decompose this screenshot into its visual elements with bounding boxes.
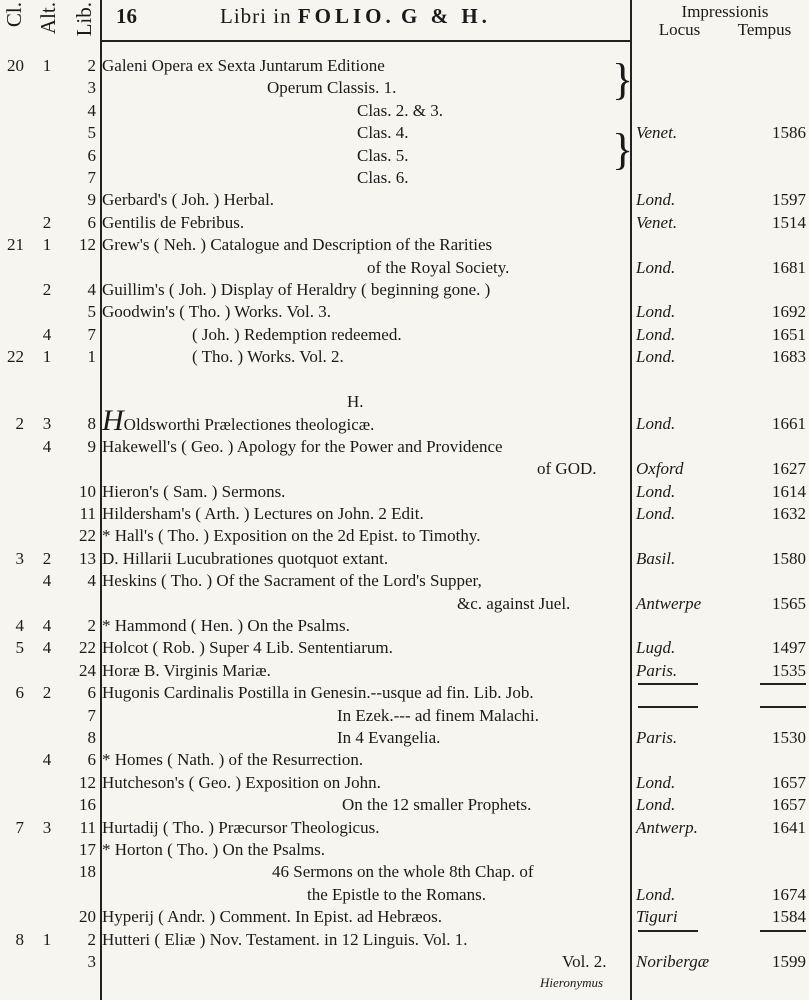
table-row: [0, 549, 809, 571]
book-number: 8: [87, 728, 96, 747]
entry-text: [457, 594, 570, 614]
table-row: [0, 302, 809, 324]
year-of-printing: 1586: [772, 123, 806, 143]
book-number: 5: [87, 302, 96, 322]
table-row: [0, 347, 809, 369]
book-number: 20: [79, 907, 96, 927]
entry-title: On the 12 smaller Prophets.: [342, 795, 532, 815]
place-of-printing: Lond.: [636, 257, 676, 277]
year-of-printing: 1514: [772, 212, 806, 232]
entry-text: [367, 258, 509, 278]
table-row: [0, 930, 809, 952]
table-row: [0, 840, 809, 862]
table-row: [0, 280, 809, 302]
entry-text: [357, 146, 408, 166]
book-number: 18: [79, 862, 96, 882]
place-of-printing: Lond.: [636, 324, 676, 344]
entry-title: Clas. 4.: [357, 123, 409, 143]
impressionis-header: [640, 3, 809, 39]
table-row: [0, 773, 809, 795]
entry-title: * Hammond ( Hen. ) On the Psalms.: [102, 616, 350, 635]
year-of-printing: 1565: [772, 593, 806, 613]
entry-title: Clas. 2. & 3.: [357, 100, 443, 120]
entry-text: [102, 750, 363, 770]
brace-bottom: }: [612, 125, 634, 174]
entry-title: Hildersham's ( Arth. ) Lectures on John. 2 Edit.: [102, 504, 424, 523]
book-number: 2: [87, 616, 96, 635]
entry-title: ( Tho. ) Works. Vol. 2.: [192, 347, 344, 367]
book-number: 2: [87, 929, 96, 949]
place-of-printing: Lond.: [636, 190, 676, 210]
entry-text: [102, 213, 244, 233]
entry-title: of the Royal Society.: [367, 257, 510, 277]
table-row: [0, 818, 809, 840]
blank-dash: [638, 683, 698, 685]
place-of-printing: Tiguri: [636, 907, 678, 927]
entry-text: [102, 526, 481, 546]
entry-title: Grew's ( Neh. ) Catalogue and Description of the Rarities: [102, 235, 493, 255]
table-row: [0, 325, 809, 347]
col-head-cl: Cl.: [2, 2, 26, 28]
place-of-printing: Paris.: [636, 660, 678, 680]
entry-text: [102, 840, 325, 860]
blank-dash: [760, 683, 806, 685]
shelf-number: 3: [42, 414, 52, 434]
class-number: 22: [7, 347, 24, 367]
class-number: 7: [15, 817, 24, 837]
table-row: [0, 404, 809, 438]
table-row: [0, 56, 809, 78]
entry-text: [342, 795, 531, 815]
place-of-printing: Lond.: [636, 347, 676, 367]
table-row: [0, 482, 809, 504]
table-row: [0, 616, 809, 638]
col-head-alt: Alt.: [36, 2, 60, 35]
year-of-printing: 1692: [772, 302, 806, 322]
book-number: 6: [87, 145, 96, 165]
table-row: [0, 885, 809, 907]
entry-title: of GOD.: [537, 459, 597, 479]
place-of-printing: Lond.: [636, 884, 676, 904]
entry-text: [357, 123, 408, 143]
shelf-number: 2: [42, 683, 52, 703]
entry-text: [102, 190, 274, 210]
entry-title: * Horton ( Tho. ) On the Psalms.: [102, 840, 326, 859]
entry-text: [102, 302, 331, 322]
table-row: [0, 571, 809, 593]
entry-text: [102, 571, 482, 591]
table-row: [0, 213, 809, 235]
book-number: 12: [79, 235, 96, 255]
book-number: 4: [87, 280, 96, 299]
header-rule: [100, 40, 632, 42]
table-row: [0, 168, 809, 190]
entry-title: Hutteri ( Eliæ ) Nov. Testament. in 12 Linguis. Vol. 1.: [102, 929, 468, 949]
book-number: 24: [79, 660, 96, 680]
year-of-printing: 1530: [772, 728, 806, 747]
table-row: [0, 594, 809, 616]
book-number: 10: [79, 481, 96, 501]
book-number: 2: [87, 56, 96, 75]
place-of-printing: Lond.: [636, 504, 676, 523]
entry-text: [102, 818, 379, 838]
place-of-printing: Lond.: [636, 795, 676, 815]
entry-text: [307, 885, 486, 905]
table-row: [0, 526, 809, 548]
table-row: [0, 795, 809, 817]
entry-title: * Homes ( Nath. ) of the Resurrection.: [102, 750, 364, 770]
table-row: [0, 437, 809, 459]
page-number: 16: [116, 4, 137, 28]
book-number: 22: [79, 638, 96, 658]
entry-text: [102, 280, 490, 300]
year-of-printing: 1614: [772, 481, 806, 501]
year-of-printing: 1632: [772, 504, 806, 523]
year-of-printing: 1580: [772, 548, 806, 568]
class-number: 5: [15, 638, 24, 658]
entry-text: [102, 235, 492, 255]
book-number: 9: [87, 436, 96, 456]
shelf-number: 4: [42, 750, 52, 770]
book-number: 3: [87, 952, 96, 971]
table-row: [0, 235, 809, 257]
table-row: [0, 683, 809, 705]
entry-text: [102, 504, 424, 524]
entry-title: Galeni Opera ex Sexta Juntarum Editione: [102, 56, 385, 75]
shelf-number: 1: [42, 235, 52, 255]
place-of-printing: Oxford: [636, 459, 684, 479]
entry-title: Horæ B. Virginis Mariæ.: [102, 660, 271, 680]
entry-text: [357, 101, 443, 121]
locus-tempus-labels: [640, 21, 809, 39]
title-prefix: Libri in: [220, 4, 292, 28]
table-row: [0, 146, 809, 168]
place-of-printing: Lond.: [636, 302, 676, 322]
entry-title: Goodwin's ( Tho. ) Works. Vol. 3.: [102, 302, 332, 322]
book-number: 6: [87, 750, 96, 770]
entry-text: [102, 683, 534, 703]
entry-title: D. Hillarii Lucubrationes quotquot extant.: [102, 548, 389, 568]
blank-dash: [638, 706, 698, 708]
book-number: 6: [87, 212, 96, 232]
book-number: 1: [87, 347, 96, 367]
table-row: [0, 750, 809, 772]
book-number: 4: [87, 100, 96, 120]
entry-title: Clas. 5.: [357, 145, 409, 165]
class-number: 2: [15, 414, 24, 434]
entry-title: Hyperij ( Andr. ) Comment. In Epist. ad Hebræos.: [102, 907, 442, 927]
table-row: [0, 101, 809, 123]
book-number: 11: [79, 504, 96, 523]
place-of-printing: Basil.: [636, 548, 676, 568]
table-row: [0, 706, 809, 728]
shelf-number: 4: [42, 616, 52, 635]
table-row: [0, 370, 809, 392]
place-of-printing: Lond.: [636, 481, 676, 501]
shelf-number: 2: [42, 280, 52, 299]
blank-dash: [760, 930, 806, 932]
year-of-printing: 1681: [772, 257, 806, 277]
year-of-printing: 1584: [772, 907, 806, 927]
entry-title: Hakewell's ( Geo. ) Apology for the Power and Providence: [102, 436, 503, 456]
shelf-number: 3: [42, 817, 52, 837]
book-number: 7: [87, 168, 96, 187]
shelf-number: 4: [42, 571, 52, 591]
book-number: 5: [87, 123, 96, 143]
blank-dash: [638, 930, 698, 932]
entry-text: [192, 325, 402, 345]
table-row: [0, 862, 809, 884]
place-of-printing: Lond.: [636, 772, 676, 792]
impressionis-label: Impressionis: [681, 2, 769, 21]
entry-title: 46 Sermons on the whole 8th Chap. of: [272, 862, 534, 882]
entry-title: Heskins ( Tho. ) Of the Sacrament of the Lord's Supper,: [102, 571, 482, 591]
year-of-printing: 1674: [772, 884, 806, 904]
entry-text: [267, 78, 396, 98]
entry-text: [102, 616, 350, 636]
tempus-label: Tempus: [737, 20, 792, 39]
entry-text: [102, 638, 393, 658]
entry-text: [357, 168, 408, 188]
title-main: FOLIO.: [297, 4, 395, 28]
book-number: 17: [79, 840, 96, 859]
shelf-number: 1: [42, 56, 52, 75]
year-of-printing: 1661: [772, 414, 806, 434]
shelf-number: 4: [42, 436, 52, 456]
entry-title: Oldsworthi Prælectiones theologicæ.: [123, 415, 375, 435]
place-of-printing: Paris.: [636, 728, 678, 747]
book-number: 6: [87, 683, 96, 703]
place-of-printing: Lond.: [636, 414, 676, 434]
drop-capital: H: [102, 404, 124, 438]
book-number: 22: [79, 526, 96, 546]
entry-title: ( Joh. ) Redemption redeemed.: [192, 324, 402, 344]
entry-title: Holcot ( Rob. ) Super 4 Lib. Sententiarum.: [102, 638, 393, 658]
year-of-printing: 1651: [772, 324, 806, 344]
book-number: 13: [79, 548, 96, 568]
year-of-printing: 1641: [772, 817, 806, 837]
entry-text: [102, 773, 381, 793]
place-of-printing: Venet.: [636, 212, 678, 232]
shelf-number: 4: [42, 324, 52, 344]
entry-title: Operum Classis. 1.: [267, 78, 397, 98]
entry-title: Hutcheson's ( Geo. ) Exposition on John.: [102, 772, 381, 792]
table-row: [0, 952, 809, 974]
book-number: 7: [87, 324, 96, 344]
entry-title: Clas. 6.: [357, 168, 409, 187]
place-of-printing: Antwerp.: [636, 817, 698, 837]
year-of-printing: 1535: [772, 660, 806, 680]
table-row: [0, 907, 809, 929]
entry-title: Hurtadij ( Tho. ) Præcursor Theologicus.: [102, 817, 380, 837]
shelf-number: 2: [42, 548, 52, 568]
book-number: 7: [87, 705, 96, 725]
entry-text: [537, 459, 597, 479]
class-number: 8: [15, 929, 24, 949]
entry-title: * Hall's ( Tho. ) Exposition on the 2d Epist. to Timothy.: [102, 526, 481, 546]
book-number: 11: [79, 817, 96, 837]
book-number: 8: [87, 414, 96, 434]
entry-text: [337, 728, 440, 748]
book-number: 9: [87, 190, 96, 210]
year-of-printing: 1597: [772, 190, 806, 210]
year-of-printing: 1627: [772, 459, 806, 479]
place-of-printing: Antwerpe: [636, 593, 702, 613]
class-number: 4: [15, 616, 24, 635]
book-number: 16: [79, 795, 96, 815]
table-row: [0, 123, 809, 145]
footer-note: Hieronymus: [540, 975, 604, 990]
shelf-number: 1: [42, 347, 52, 367]
book-number: 12: [79, 772, 96, 792]
table-row: [0, 78, 809, 100]
shelf-number: 2: [42, 212, 52, 232]
entry-text: [102, 56, 385, 76]
table-row: [0, 504, 809, 526]
brace-top: }: [612, 55, 634, 104]
entry-title: Gerbard's ( Joh. ) Herbal.: [102, 190, 275, 210]
place-of-printing: Noribergæ: [636, 952, 710, 971]
entry-text: [192, 347, 344, 367]
entry-title: the Epistle to the Romans.: [307, 884, 486, 904]
table-row: [0, 661, 809, 683]
entry-title: Guillim's ( Joh. ) Display of Heraldry ( beginning gone. ): [102, 280, 491, 299]
class-number: 3: [15, 548, 24, 568]
entry-text: [102, 930, 468, 950]
entry-text: [102, 437, 503, 457]
shelf-number: 1: [42, 929, 52, 949]
year-of-printing: 1657: [772, 795, 806, 815]
place-of-printing: Lugd.: [636, 638, 676, 658]
book-number: 3: [87, 78, 96, 98]
entry-title: H.: [347, 392, 364, 411]
table-row: [0, 190, 809, 212]
year-of-printing: 1599: [772, 952, 806, 971]
entry-title: &c. against Juel.: [457, 593, 571, 613]
entry-title: Hugonis Cardinalis Postilla in Genesin.--usque ad fin. Lib. Job.: [102, 683, 534, 703]
year-of-printing: 1497: [772, 638, 806, 658]
table-row: [0, 459, 809, 481]
entry-title: In Ezek.--- ad finem Malachi.: [337, 705, 540, 725]
title-text: [220, 4, 491, 29]
place-of-printing: Venet.: [636, 123, 678, 143]
class-number: 6: [15, 683, 24, 703]
class-number: 20: [7, 56, 24, 75]
entry-title: Hieron's ( Sam. ) Sermons.: [102, 481, 286, 501]
entry-title: Vol. 2.: [562, 952, 607, 971]
shelf-number: 4: [42, 638, 52, 658]
year-of-printing: 1683: [772, 347, 806, 367]
entry-text: [337, 706, 539, 726]
table-row: [0, 638, 809, 660]
entry-title: In 4 Evangelia.: [337, 728, 441, 747]
class-number: 21: [7, 235, 24, 255]
entry-text: [102, 404, 374, 438]
table-row: [0, 728, 809, 750]
entry-text: [102, 661, 271, 681]
entry-title: Gentilis de Febribus.: [102, 212, 245, 232]
entry-text: [272, 862, 534, 882]
entry-text: [102, 549, 388, 569]
col-head-lib: Lib.: [72, 2, 96, 37]
blank-dash: [760, 706, 806, 708]
book-number: 4: [87, 571, 96, 591]
title-letters: G & H.: [401, 4, 491, 28]
entry-text: [562, 952, 607, 972]
locus-label: Locus: [658, 20, 701, 39]
entry-text: [102, 907, 442, 927]
year-of-printing: 1657: [772, 772, 806, 792]
table-row: [0, 258, 809, 280]
entry-text: [102, 482, 285, 502]
